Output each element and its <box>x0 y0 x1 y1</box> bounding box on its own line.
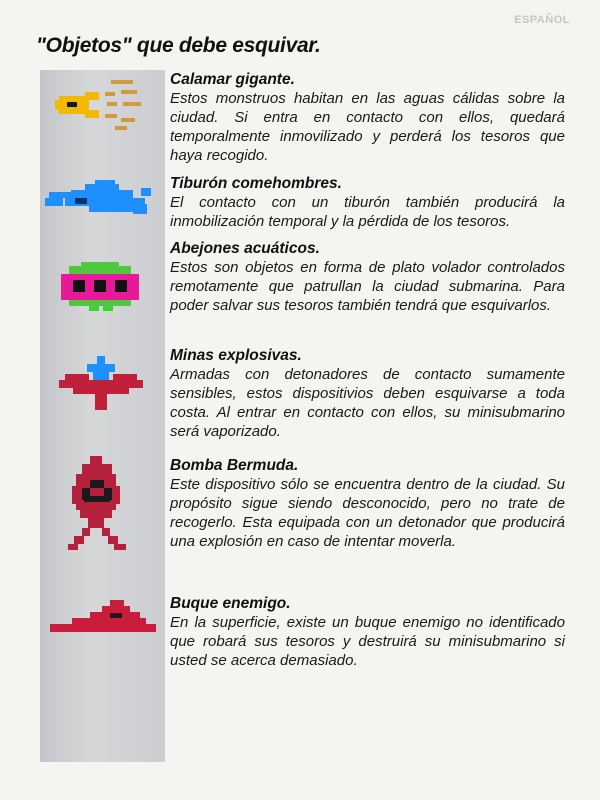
shark-icon <box>45 178 155 218</box>
entry-text: En la superficie, existe un buque enemigo no identificado que robará sus tesoros y destruirá su minisubmarino si usted se acerca demasiado. <box>170 614 565 669</box>
entry-title: Bomba Bermuda. <box>170 457 299 474</box>
language-tag: ESPAÑOL <box>514 14 570 26</box>
explosive-mine-icon <box>55 356 145 412</box>
bermuda-bomb-icon <box>66 456 134 552</box>
entry-giant-squid <box>170 70 565 165</box>
entry-text: Este dispositivo sólo se encuentra dentro de la ciudad. Su propósito sigue siendo desconocido, pero no trate de recogerlo. Esta equipada con un detonador que producirá una explosión en caso de intentar moverla. <box>170 476 565 550</box>
entry-text: El contacto con un tiburón también producirá la inmobilización temporal y la pérdida de los tesoros. <box>170 194 565 230</box>
giant-squid-icon <box>55 80 145 132</box>
entry-text: Estos monstruos habitan en las aguas cálidas sobre la ciudad. Si entra en contacto con ellos, quedará temporalmente inmovilizado y perderá los tesoros que haya recogido. <box>170 90 565 164</box>
entry-text: Estos son objetos en forma de plato volador controlados remotamente que patrullan la ciudad submarina. Para poder salvar sus tesoros también tendrá que esquivarlos. <box>170 259 565 314</box>
entry-text: Armadas con detonadores de contacto sumamente sensibles, estos dispositivios deben esquivarse a toda costa. Al entrar en contacto con ellos, su minisubmarino será vaporizado. <box>170 366 565 440</box>
aquatic-bee-icon <box>55 262 145 312</box>
entry-title: Calamar gigante. <box>170 71 295 88</box>
entry-title: Abejones acuáticos. <box>170 240 320 257</box>
entry-enemy-ship <box>170 594 565 670</box>
entry-title: Tiburón comehombres. <box>170 175 342 192</box>
entry-bermuda-bomb <box>170 456 565 551</box>
entry-aquatic-bee <box>170 239 565 315</box>
sprite-strip <box>40 70 165 762</box>
entry-title: Buque enemigo. <box>170 595 291 612</box>
entry-title: Minas explosivas. <box>170 347 302 364</box>
entry-explosive-mine <box>170 346 565 441</box>
entry-shark <box>170 174 565 231</box>
page-title: "Objetos" que debe esquivar. <box>36 34 321 57</box>
enemy-ship-icon <box>50 600 156 636</box>
